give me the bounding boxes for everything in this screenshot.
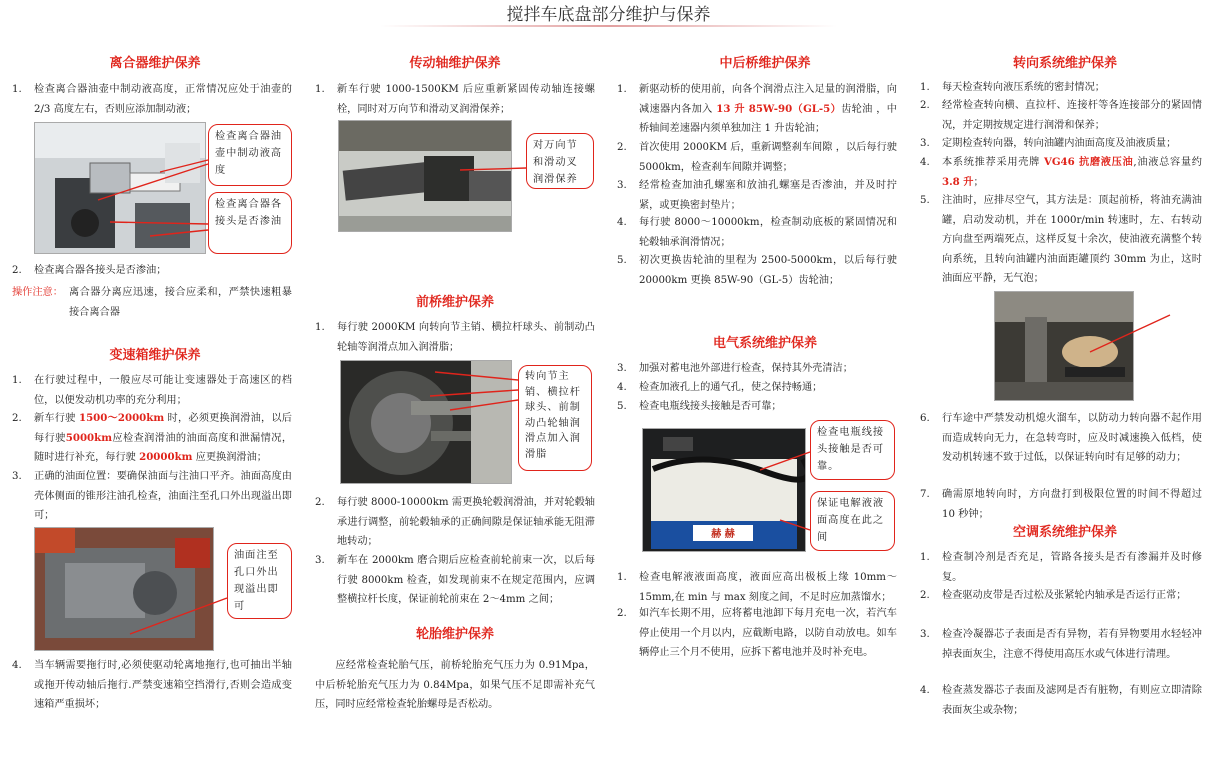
- clutch-fluid-callout: 检查离合器油壶中制动液高度: [208, 124, 292, 186]
- item-text: 首次使用 2000KM 后，重新调整刹车间隙 ，以后每行驶 5000km，检查刹车间隙并调整；: [639, 142, 897, 173]
- electrolyte-level-callout: 保证电解液液面高度在此之间: [810, 491, 895, 551]
- title-underline: [380, 25, 837, 27]
- ac-item-1: [920, 548, 1202, 588]
- item-text: 检查制冷剂是否充足，管路各接头是否有渗漏并及时修复。: [942, 552, 1202, 583]
- item-number: 2.: [920, 590, 930, 601]
- item-number: 5.: [920, 195, 930, 206]
- gearbox-item-3: [12, 467, 292, 527]
- item-text: 经常检查加油孔螺塞和放油孔螺塞是否渗油，并及时拧紧，或更换密封垫片；: [639, 180, 897, 211]
- steering-item-5: [920, 191, 1202, 291]
- rear-axle-item-1: [617, 80, 897, 140]
- rear-axle-heading: 中后桥维护保养: [719, 56, 811, 71]
- battery-brand-label: 赫 赫: [711, 529, 735, 540]
- tire-text: 应经常检查轮胎气压，前桥轮胎充气压力为 0.91Mpa，中后桥轮胎充气压力为 0.84Mpa，如果气压不足即需补充气压，同时应经常检查轮胎螺母是否松动。: [315, 660, 595, 710]
- gearbox-oil-callout: 油面注至孔口外出现溢出即可: [227, 543, 292, 619]
- item-number: 1.: [12, 375, 22, 386]
- item-number: 7.: [920, 489, 930, 500]
- item-number: 3.: [12, 471, 22, 482]
- steering-item-2: [920, 96, 1202, 136]
- item-number: 5.: [617, 255, 627, 266]
- gearbox-heading: 变速箱维护保养: [109, 348, 201, 363]
- gearbox-item-4: [12, 656, 292, 716]
- item-number: 3.: [315, 555, 325, 566]
- tire-heading: 轮胎维护保养: [415, 627, 494, 642]
- electrical-item-4: [617, 378, 897, 398]
- rear-axle-item-2: [617, 138, 897, 178]
- front-axle-callout: 转向节主销、横拉杆球头、前制动凸轮轴润滑点加入润滑脂: [518, 365, 592, 471]
- electrical-heading: 电气系统维护保养: [712, 336, 817, 351]
- front-axle-heading: 前桥维护保养: [415, 295, 494, 310]
- item-text: 正确的油面位置：要确保油面与注油口平齐。油面高度由壳体侧面的锥形注油孔检查，油面注至孔口外出现溢出即可；: [34, 471, 292, 521]
- clutch-item-2: [12, 261, 292, 281]
- note-label: 操作注意：: [12, 287, 63, 298]
- item-number: 4.: [12, 660, 22, 671]
- electrical-item-5: [617, 397, 897, 417]
- item-text: 每行驶 8000～10000km，检查制动底板的紧固情况和轮毂轴承润滑情况；: [639, 217, 897, 248]
- item-text: 定期检查转向器，转向油罐内油面高度及油液质量；: [942, 138, 1177, 149]
- item-number: 3.: [920, 629, 930, 640]
- rear-axle-item-4: [617, 213, 897, 253]
- item-number: 2.: [617, 608, 627, 619]
- item-number: 2.: [617, 142, 627, 153]
- steering-item-6: [920, 409, 1202, 489]
- driveshaft-photo: [338, 120, 512, 232]
- rear-axle-item-3: [617, 176, 897, 216]
- driveshaft-heading: 传动轴维护保养: [409, 56, 501, 71]
- item-number: 4.: [920, 157, 930, 168]
- clutch-item-1: [12, 80, 292, 120]
- item-number: 4.: [920, 685, 930, 696]
- item-number: 2.: [12, 413, 22, 424]
- item-text: 如汽车长期不用，应将蓄电池卸下每月充电一次，若汽车停止使用一个月以内，应截断电路，以防自动放电。如车辆停止三个月不使用，应拆下蓄电池并及时补充电。: [639, 608, 897, 658]
- front-axle-photo: [340, 360, 512, 484]
- steering-reservoir-photo: [994, 291, 1134, 401]
- item-text: 新驱动桥的使用前，向各个润滑点注入足量的润滑脂，向减速器内各加入 13 升 85W-90（GL-5）齿轮油 ，中桥轴间差速器内须单独加注 1 升齿轮油；: [639, 84, 897, 134]
- item-text: 注油时，应排尽空气，其方法是：顶起前桥，将油充满油罐，启动发动机，并在 1000r/min 转速时，左、右转动方向盘至两端死点，这样反复十余次，使油液充满整个转向系统，且转向油罐内油面距罐顶约 30mm 为止，这时油面应平静，无气泡；: [942, 195, 1202, 284]
- gearbox-item-2: [12, 409, 292, 469]
- driveshaft-item-1: [315, 80, 595, 120]
- gearbox-photo: [34, 527, 214, 651]
- item-text: 在行驶过程中，一般应尽可能让变速器处于高速区的档位，以便发动机功率的充分利用；: [34, 375, 292, 406]
- item-number: 3.: [920, 138, 930, 149]
- item-text: 每天检查转向液压系统的密封情况；: [942, 82, 1105, 93]
- ac-item-4: [920, 681, 1202, 721]
- item-text: 检查加液孔上的通气孔，使之保持畅通；: [639, 382, 823, 393]
- item-text: 检查离合器油壶中制动液高度，正常情况应处于油壶的 2/3 高度左右，否则应添加制动液；: [34, 84, 292, 115]
- page-title: 搅拌车底盘部分维护与保养: [506, 5, 711, 25]
- item-text: 当车辆需要拖行时,必须使驱动轮离地拖行,也可抽出半轴或拖开传动轴后拖行.严禁变速箱空挡滑行,否则会造成变速箱严重损坏；: [34, 660, 292, 710]
- electrical-item-3: [617, 359, 897, 379]
- steering-item-3: [920, 134, 1202, 154]
- item-number: 1.: [315, 84, 325, 95]
- item-number: 1.: [315, 322, 325, 333]
- item-number: 4.: [617, 382, 627, 393]
- item-number: 6.: [920, 413, 930, 424]
- item-text: 本系统推荐采用壳牌 VG46 抗磨液压油,油液总容量约3.8 升；: [942, 156, 1202, 188]
- front-axle-item-2: [315, 493, 595, 553]
- item-number: 5.: [617, 401, 627, 412]
- item-text: 每行驶 2000KM 向转向节主销、横拉杆球头、前制动凸轮轴等润滑点加入润滑脂；: [337, 322, 595, 353]
- item-text: 每行驶 8000-10000km 需更换轮毂润滑油，并对轮毂轴承进行调整，前轮毂轴承的正确间隙是保证轴承能无阻滞地转动；: [337, 497, 595, 547]
- note-text: 离合器分离应迅速，接合应柔和，严禁快速粗暴接合离合器: [69, 287, 292, 318]
- item-text: 检查蒸发器芯子表面及滤网是否有脏物，有则应立即清除表面灰尘或杂物；: [942, 685, 1202, 716]
- item-text: 新车在 2000km 磨合期后应检查前轮前束一次，以后每行驶 8000km 检查，如发现前束不在规定范围内，应调整横拉杆长度，保证前轮前束在 2～4mm 之间；: [337, 555, 595, 605]
- item-text: 确需原地转向时，方向盘打到极限位置的时间不得超过 10 秒钟；: [942, 489, 1202, 520]
- item-number: 2.: [315, 497, 325, 508]
- rear-axle-item-5: [617, 251, 897, 291]
- item-text: 检查冷凝器芯子表面是否有异物，若有异物要用水轻轻冲掉表面灰尘，注意不得使用高压水或气体进行清理。: [942, 629, 1202, 660]
- electrical-item2-1: [617, 568, 897, 608]
- clutch-heading: 离合器维护保养: [109, 56, 201, 71]
- item-text: 检查离合器各接头是否渗油；: [34, 265, 167, 276]
- gearbox-item-1: [12, 371, 292, 411]
- item-number: 4.: [617, 217, 627, 228]
- front-axle-item-1: [315, 318, 595, 358]
- item-text: 新车行驶 1500～2000km 时，必须更换润滑油，以后每行驶5000km应检查润滑油的油面高度和泄漏情况，随时进行补充，每行驶 20000km 应更换润滑油；: [34, 412, 293, 463]
- clutch-reservoir-photo: [34, 122, 206, 254]
- steering-item-1: [920, 78, 1202, 98]
- item-number: 3.: [617, 363, 627, 374]
- front-axle-item-3: [315, 551, 595, 611]
- clutch-joint-callout: 检查离合器各接头是否渗油: [208, 192, 292, 254]
- item-number: 1.: [617, 84, 627, 95]
- item-text: 检查电瓶线接头接触是否可靠；: [639, 401, 782, 412]
- item-text: 新车行驶 1000-1500KM 后应重新紧固传动轴连接螺栓，同时对万向节和滑动叉润滑保养；: [337, 84, 595, 115]
- steering-heading: 转向系统维护保养: [1012, 56, 1117, 71]
- item-text: 加强对蓄电池外部进行检查，保持其外壳清洁；: [639, 363, 853, 374]
- item-text: 经常检查转向横、直拉杆、连接杆等各连接部分的紧固情况，并定期按规定进行润滑和保养；: [942, 100, 1202, 131]
- item-text: 检查电解液液面高度，液面应高出极板上缘 10mm～15mm,在 min 与 max 刻度之间，不足时应加蒸馏水；: [639, 572, 897, 603]
- item-number: 1.: [920, 82, 930, 93]
- electrical-item2-2: [617, 604, 897, 684]
- ac-item-3: [920, 625, 1202, 685]
- item-number: 2.: [920, 100, 930, 111]
- driveshaft-lube-callout: 对万向节和滑动叉润滑保养: [526, 133, 594, 189]
- item-number: 1.: [920, 552, 930, 563]
- item-number: 1.: [617, 572, 627, 583]
- ac-heading: 空调系统维护保养: [1012, 525, 1117, 540]
- steering-item-4: [920, 153, 1202, 193]
- item-text: 行车途中严禁发动机熄火溜车，以防动力转向器不起作用而造成转向无力，在急转弯时，应及时减速换入低档，使发动机转速不致于过低，以保证转向时有足够的动力；: [942, 413, 1202, 463]
- steering-item-7: [920, 485, 1202, 525]
- clutch-note: [12, 283, 292, 323]
- item-text: 初次更换齿轮油的里程为 2500-5000km，以后每行驶 20000km 更换 85W-90（GL-5）齿轮油；: [639, 255, 897, 286]
- item-number: 2.: [12, 265, 22, 276]
- item-text: 检查驱动皮带是否过松及张紧轮内轴承是否运行正常；: [942, 590, 1187, 601]
- item-number: 3.: [617, 180, 627, 191]
- battery-terminal-callout: 检查电瓶线接头接触是否可靠。: [810, 420, 895, 480]
- ac-item-2: [920, 586, 1202, 626]
- item-number: 1.: [12, 84, 22, 95]
- battery-photo: [642, 428, 806, 552]
